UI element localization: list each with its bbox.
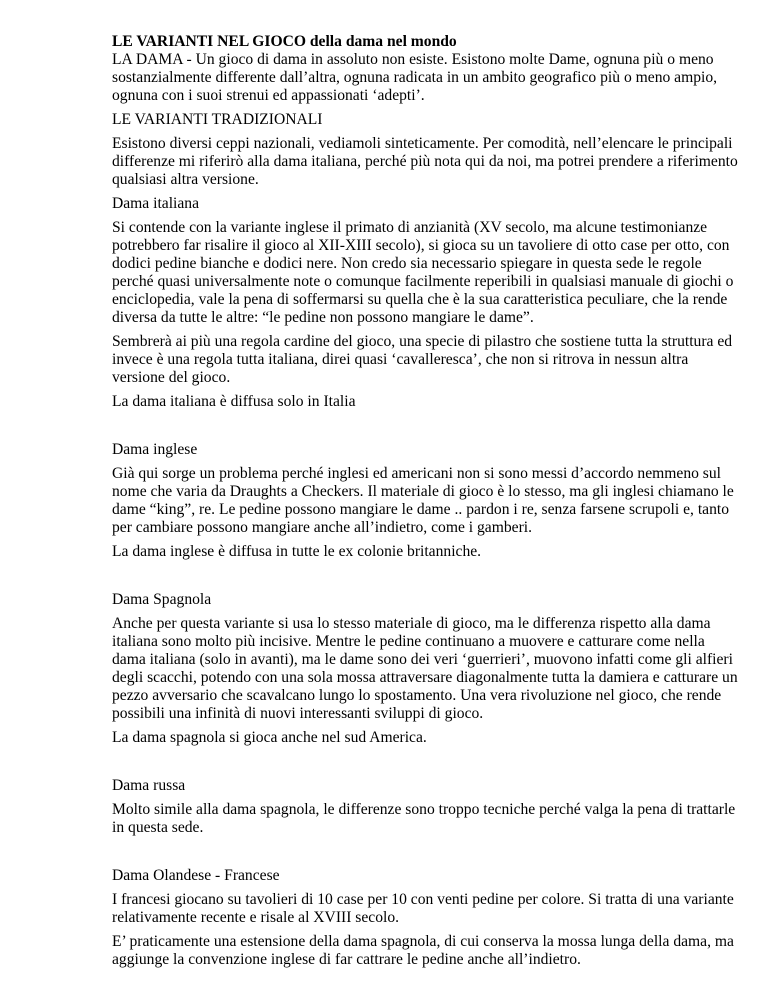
blank-line (112, 753, 742, 771)
document-title (112, 33, 742, 51)
inglese-paragraph-2: La dama inglese è diffusa in tutte le ex colonie britanniche. (112, 543, 482, 560)
heading-dama-inglese: Dama inglese (112, 441, 198, 458)
blank-line (112, 417, 742, 435)
blank-line (112, 567, 742, 585)
olandese-paragraph-1: I francesi giocano su tavolieri di 10 case per 10 con venti pedine per colore. Si tratta di una variante relativamente recente e risale al XVIII secolo. (112, 891, 734, 926)
italiana-paragraph-1: Si contende con la variante inglese il primato di anzianità (XV secolo, ma alcune testimonianze potrebbero far risalire il gioco al XII-XIII secolo), si gioca su un tavoliere di otto case per otto, con dodici pedine bianche e dodici nere. Non credo sia necessario spiegare in questa sede le regole perché quasi universalmente note o comunque facilmente reperibili in qualsiasi manuale di giochi o enciclopedia, vale la pena di soffermarsi su quella che è la sua caratteristica peculiare, che la rende diversa da tutte le altre: “le pedine non possono mangiare le dame”. (112, 219, 734, 326)
olandese-paragraph-2: E’ praticamente una estensione della dama spagnola, di cui conserva la mossa lunga della dama, ma aggiunge la convenzione inglese di far cattrare le pedine anche all’indietro. (112, 933, 734, 968)
blank-line (112, 843, 742, 861)
document-body (112, 33, 742, 975)
heading-dama-russa: Dama russa (112, 777, 186, 794)
heading-dama-italiana: Dama italiana (112, 195, 200, 212)
inglese-paragraph-1: Già qui sorge un problema perché inglesi ed americani non si sono messi d’accordo nemmeno sul nome che varia da Draughts a Checkers. Il materiale di gioco è lo stesso, ma gli inglesi chiamano le dame “king”, re. Le pedine possono mangiare le dame .. pardon i re, senza farsene scrupoli e, tanto per cambiare possono mangiare anche all’indietro, come i gamberi. (112, 465, 734, 536)
spagnola-paragraph-1: Anche per questa variante si usa lo stesso materiale di gioco, ma le differenza rispetto alla dama italiana sono molto più incisive. Mentre le pedine continuano a muovere e catturare come nella dama italiana (solo in avanti), ma le dame sono dei veri ‘guerrieri’, muovono infatti come gli alfieri degli scacchi, potendo con una sola mossa attraversare diagonalmente tutta la damiera e catturare un pezzo avversario che scavalcano lungo lo spostamento. Una vera rivoluzione nel gioco, che rende possibili una infinità di nuovi interessanti sviluppi di gioco. (112, 615, 738, 722)
spagnola-paragraph-2: La dama spagnola si gioca anche nel sud America. (112, 729, 427, 746)
italiana-paragraph-3: La dama italiana è diffusa solo in Italia (112, 393, 356, 410)
heading-dama-spagnola: Dama Spagnola (112, 591, 212, 608)
heading-dama-olandese-francese: Dama Olandese - Francese (112, 867, 280, 884)
intro-paragraph: LA DAMA - Un gioco di dama in assoluto non esiste. Esistono molte Dame, ognuna più o meno sostanzialmente differente dall’altra, ognuna radicata in un ambito geografico più o meno ampio, ognuna con i suoi strenui ed appassionati ‘adepti’. (112, 51, 718, 104)
russa-paragraph-1: Molto simile alla dama spagnola, le differenze sono troppo tecniche perché valga la pena di trattarle in questa sede. (112, 801, 736, 836)
italiana-paragraph-2: Sembrerà ai più una regola cardine del gioco, una specie di pilastro che sostiene tutta la struttura ed invece è una regola tutta italiana, direi quasi ‘cavalleresca’, che non si ritrova in nessun altra versione del gioco. (112, 333, 733, 386)
document-title-bold: LE VARIANTI NEL GIOCO della dama nel mondo (112, 33, 457, 50)
section-heading-traditional: LE VARIANTI TRADIZIONALI (112, 111, 323, 128)
traditional-paragraph: Esistono diversi ceppi nazionali, vediamoli sinteticamente. Per comodità, nell’elencare le principali differenze mi riferirò alla dama italiana, perché più nota qui da noi, ma potrei prendere a riferimento qualsiasi altra versione. (112, 135, 738, 188)
